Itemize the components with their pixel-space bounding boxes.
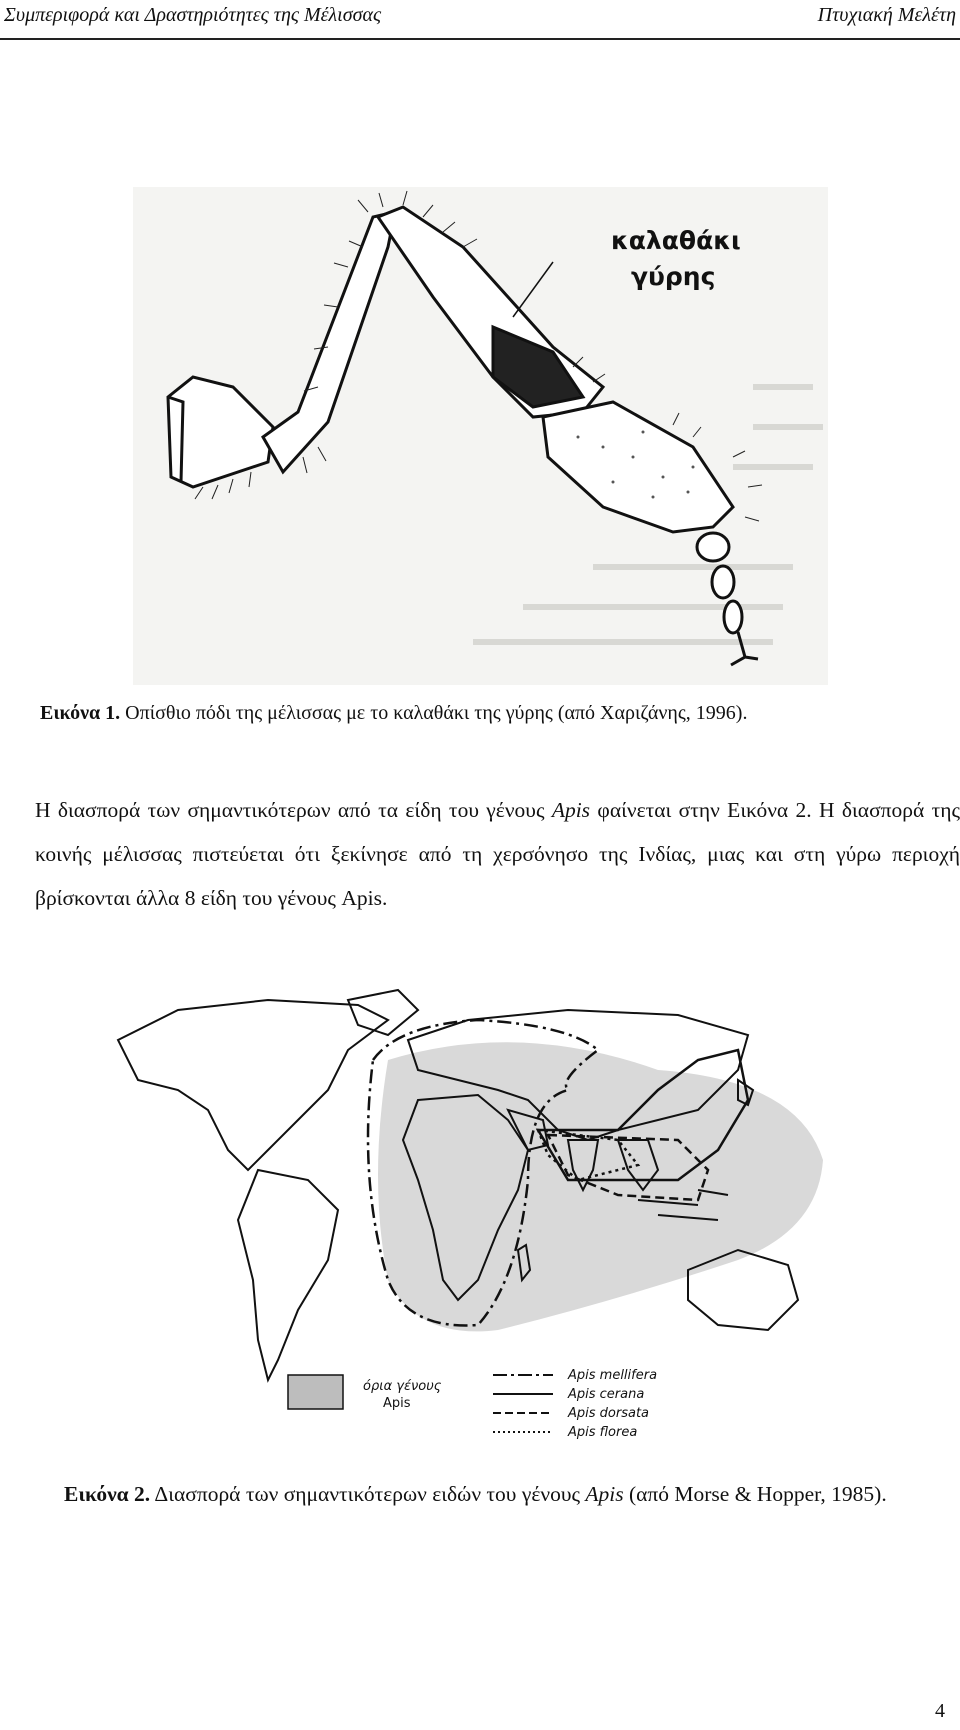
paragraph-genus-italic: Apis	[551, 798, 591, 822]
figure2-caption-genus-italic: Apis	[585, 1482, 624, 1506]
pollen-basket-label-line2: γύρης	[631, 262, 716, 291]
paragraph-text-2: φαίνεται στην Εικόνα 2. Η διασπορά της κοινής μέλισσας πιστεύεται ότι ξεκίνησε από τη χερσόνησο της Ινδίας, μιας και στη γύρω περιοχή βρίσκονται άλλα 8 είδη του γένους Apis.	[35, 798, 960, 910]
figure-world-distribution-map	[98, 980, 868, 1450]
figure-bee-leg-illustration	[133, 187, 828, 685]
figure2-caption-label: Εικόνα 2.	[64, 1482, 151, 1506]
legend-box-label-line2: Apis	[383, 1396, 411, 1411]
paragraph-text-1: Η διασπορά των σημαντικότερων από τα είδη του γένους	[35, 798, 552, 822]
figure2-caption-text-2: (από Morse & Hopper, 1985).	[623, 1482, 887, 1506]
legend-species-3: Apis dorsata	[568, 1406, 650, 1421]
running-header	[0, 0, 960, 40]
figure2-caption	[64, 1472, 896, 1516]
figure1-caption-label: Εικόνα 1.	[40, 702, 121, 724]
header-title: Συμπεριφορά και Δραστηριότητες της Μέλισσας	[4, 4, 382, 26]
page-number: 4	[935, 1700, 945, 1722]
legend-species-2: Apis cerana	[568, 1387, 645, 1402]
legend-species-1: Apis mellifera	[568, 1368, 658, 1383]
legend-box-label-line1: όρια γένους	[363, 1379, 442, 1394]
figure1-caption-text: Οπίσθιο πόδι της μέλισσας με το καλαθάκι της γύρης (από Χαριζάνης, 1996).	[120, 702, 748, 724]
figure2-caption-text-1: Διασπορά των σημαντικότερων ειδών του γένους	[150, 1482, 586, 1506]
pollen-basket-label-line1: καλαθάκι	[611, 226, 741, 255]
header-document-type: Πτυχιακή Μελέτη	[817, 4, 956, 26]
legend-species-4: Apis florea	[568, 1425, 638, 1440]
body-paragraph	[35, 788, 960, 920]
figure1-caption	[40, 702, 920, 725]
